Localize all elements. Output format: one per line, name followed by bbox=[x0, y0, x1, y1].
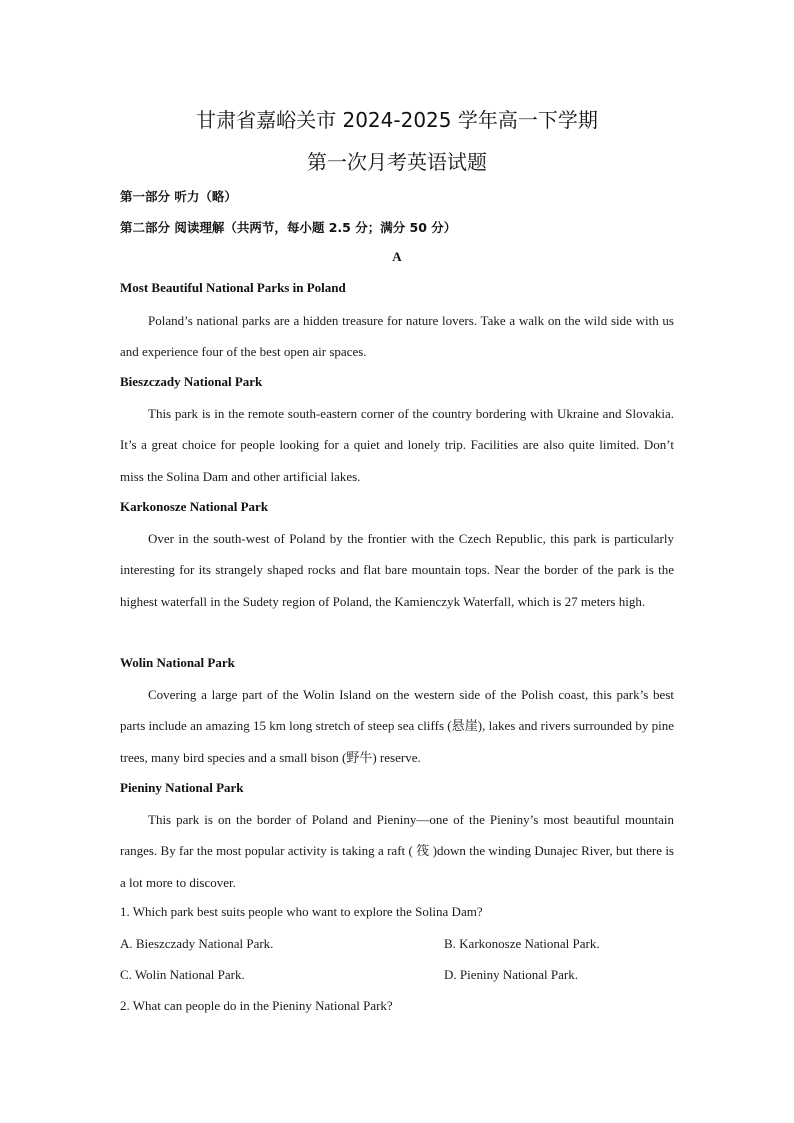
part2-heading: 第二部分 阅读理解（共两节，每小题 2.5 分；满分 50 分） bbox=[120, 220, 457, 235]
q1-option-d: D. Pieniny National Park. bbox=[444, 967, 578, 982]
park-text-wolin: Covering a large part of the Wolin Island on the western side of the Polish coast, this park’s best parts include an amazing 15 km long stretch of steep sea cliffs (悬崖), lakes and rivers surrounded by pine trees, many bird species and a small bison (野牛) reserve. bbox=[120, 687, 674, 765]
park-heading-wolin: Wolin National Park bbox=[120, 655, 235, 670]
question-1: 1. Which park best suits people who want to explore the Solina Dam? bbox=[120, 904, 483, 919]
exam-title-line2: 第一次月考英语试题 bbox=[307, 150, 487, 174]
q1-option-a: A. Bieszczady National Park. bbox=[120, 936, 274, 951]
park-text-pieniny: This park is on the border of Poland and Pieniny—one of the Pieniny’s most beautiful mountain ranges. By far the most popular activity is taking a raft ( 筏 )down the winding Dunajec River, but there is a lot more to discover. bbox=[120, 812, 674, 890]
q1-option-b: B. Karkonosze National Park. bbox=[444, 936, 600, 951]
intro-paragraph: Poland’s national parks are a hidden treasure for nature lovers. Take a walk on the wild side with us and experience four of the best open air spaces. bbox=[120, 313, 674, 360]
park-text-karkonosze: Over in the south-west of Poland by the frontier with the Czech Republic, this park is particularly interesting for its strangely shaped rocks and flat bare mountain tops. Near the border of the park is the highest waterfall in the Sudety region of Poland, the Kamienczyk Waterfall, which is 27 meters high. bbox=[120, 531, 674, 609]
q1-option-c: C. Wolin National Park. bbox=[120, 967, 245, 982]
question-2: 2. What can people do in the Pieniny National Park? bbox=[120, 998, 393, 1013]
park-heading-pieniny: Pieniny National Park bbox=[120, 780, 244, 795]
part1-heading: 第一部分 听力（略） bbox=[120, 189, 237, 204]
exam-title-line1: 甘肃省嘉峪关市 2024-2025 学年高一下学期 bbox=[196, 108, 598, 132]
park-text-bieszczady: This park is in the remote south-eastern corner of the country bordering with Ukraine and Slovakia. It’s a great choice for people looking for a quiet and lonely trip. Facilities are also quite limited. Don’t miss the Solina Dam and other artificial lakes. bbox=[120, 406, 674, 484]
park-heading-bieszczady: Bieszczady National Park bbox=[120, 374, 263, 389]
park-heading-karkonosze: Karkonosze National Park bbox=[120, 499, 269, 514]
section-letter: A bbox=[392, 249, 402, 264]
passage-title: Most Beautiful National Parks in Poland bbox=[120, 280, 346, 295]
